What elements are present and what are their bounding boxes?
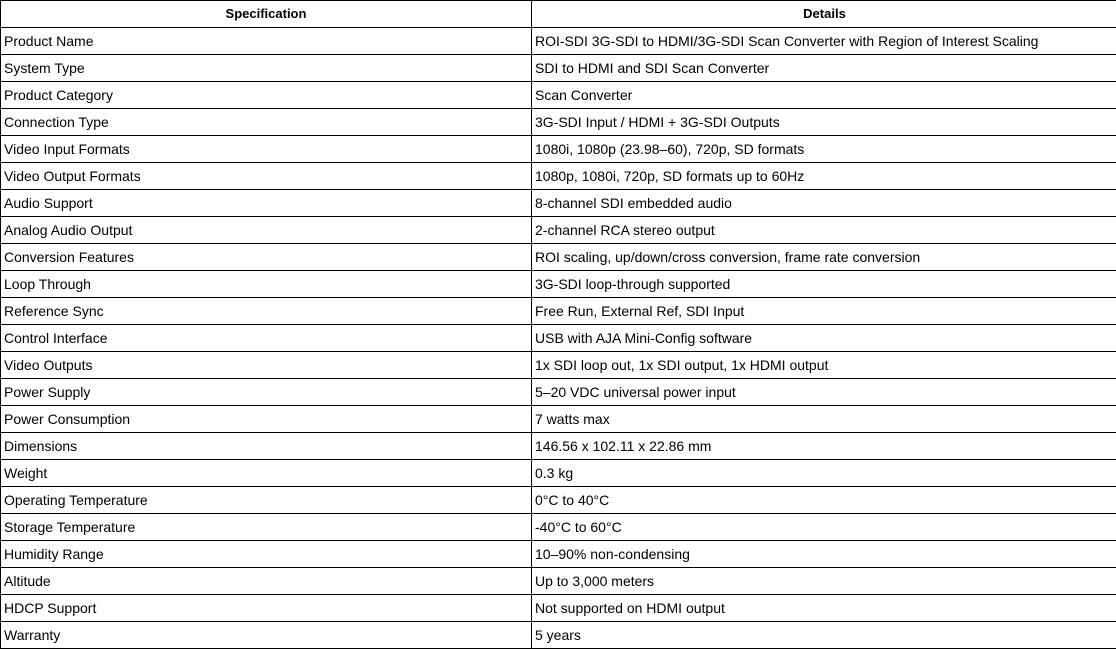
spec-name-cell: Weight [1, 460, 532, 487]
spec-name-cell: Power Supply [1, 379, 532, 406]
spec-name-cell: Analog Audio Output [1, 217, 532, 244]
table-body [1, 28, 1116, 649]
spec-name-cell: Altitude [1, 568, 532, 595]
spec-value-cell: 5 years [532, 622, 1116, 649]
table-row [1, 487, 1116, 514]
spec-name-cell: Video Outputs [1, 352, 532, 379]
table-row [1, 379, 1116, 406]
table-row [1, 28, 1116, 55]
table-row [1, 190, 1116, 217]
table-row [1, 271, 1116, 298]
table-row [1, 406, 1116, 433]
table-row [1, 541, 1116, 568]
spec-name-cell: Operating Temperature [1, 487, 532, 514]
spec-value-cell: 5–20 VDC universal power input [532, 379, 1116, 406]
spec-name-cell: Product Name [1, 28, 532, 55]
spec-name-cell: Connection Type [1, 109, 532, 136]
spec-name-cell: Video Output Formats [1, 163, 532, 190]
table-row [1, 433, 1116, 460]
spec-value-cell: Not supported on HDMI output [532, 595, 1116, 622]
table-row [1, 244, 1116, 271]
table-row [1, 568, 1116, 595]
spec-value-cell: -40°C to 60°C [532, 514, 1116, 541]
spec-value-cell: 2-channel RCA stereo output [532, 217, 1116, 244]
spec-value-cell: ROI-SDI 3G-SDI to HDMI/3G-SDI Scan Converter with Region of Interest Scaling [532, 28, 1116, 55]
spec-name-cell: System Type [1, 55, 532, 82]
table-row [1, 325, 1116, 352]
spec-value-cell: Free Run, External Ref, SDI Input [532, 298, 1116, 325]
spec-value-cell: 0°C to 40°C [532, 487, 1116, 514]
column-header-details: Details [532, 1, 1116, 28]
table-row [1, 622, 1116, 649]
spec-value-cell: 1080p, 1080i, 720p, SD formats up to 60Hz [532, 163, 1116, 190]
spec-value-cell: 10–90% non-condensing [532, 541, 1116, 568]
table-row [1, 514, 1116, 541]
spec-name-cell: Conversion Features [1, 244, 532, 271]
column-header-specification: Specification [1, 1, 532, 28]
table-header [1, 1, 1116, 28]
spec-value-cell: 0.3 kg [532, 460, 1116, 487]
table-row [1, 298, 1116, 325]
spec-name-cell: Product Category [1, 82, 532, 109]
spec-name-cell: Storage Temperature [1, 514, 532, 541]
spec-name-cell: HDCP Support [1, 595, 532, 622]
table-row [1, 109, 1116, 136]
spec-name-cell: Dimensions [1, 433, 532, 460]
spec-value-cell: Scan Converter [532, 82, 1116, 109]
spec-value-cell: SDI to HDMI and SDI Scan Converter [532, 55, 1116, 82]
table-row [1, 55, 1116, 82]
spec-value-cell: 3G-SDI loop-through supported [532, 271, 1116, 298]
spec-name-cell: Video Input Formats [1, 136, 532, 163]
table-row [1, 163, 1116, 190]
spec-value-cell: 8-channel SDI embedded audio [532, 190, 1116, 217]
spec-value-cell: ROI scaling, up/down/cross conversion, frame rate conversion [532, 244, 1116, 271]
spec-name-cell: Loop Through [1, 271, 532, 298]
table-row [1, 460, 1116, 487]
spec-value-cell: 146.56 x 102.11 x 22.86 mm [532, 433, 1116, 460]
header-row [1, 1, 1116, 28]
spec-value-cell: 7 watts max [532, 406, 1116, 433]
table-row [1, 217, 1116, 244]
spec-value-cell: 3G-SDI Input / HDMI + 3G-SDI Outputs [532, 109, 1116, 136]
spec-name-cell: Warranty [1, 622, 532, 649]
spec-value-cell: 1x SDI loop out, 1x SDI output, 1x HDMI output [532, 352, 1116, 379]
spec-name-cell: Reference Sync [1, 298, 532, 325]
spec-name-cell: Power Consumption [1, 406, 532, 433]
spec-value-cell: USB with AJA Mini-Config software [532, 325, 1116, 352]
table-row [1, 595, 1116, 622]
spec-name-cell: Control Interface [1, 325, 532, 352]
spec-name-cell: Audio Support [1, 190, 532, 217]
spec-value-cell: Up to 3,000 meters [532, 568, 1116, 595]
spec-name-cell: Humidity Range [1, 541, 532, 568]
table-row [1, 352, 1116, 379]
table-row [1, 82, 1116, 109]
spec-value-cell: 1080i, 1080p (23.98–60), 720p, SD formats [532, 136, 1116, 163]
table-row [1, 136, 1116, 163]
